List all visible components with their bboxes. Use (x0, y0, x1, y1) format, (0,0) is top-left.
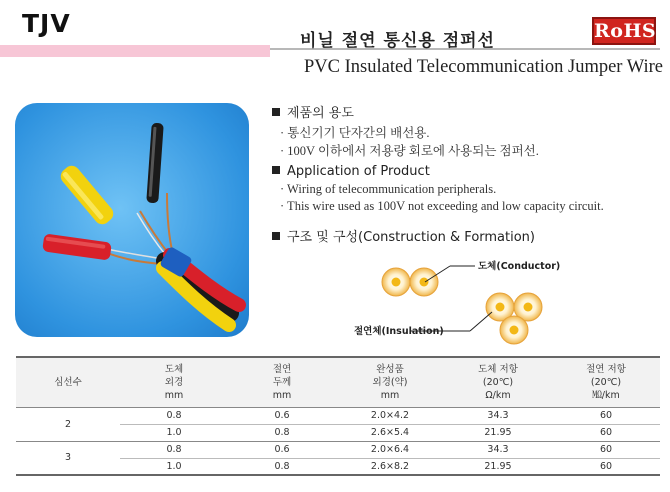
cross-section-diagram (340, 250, 620, 360)
square-bullet-icon (272, 108, 280, 116)
usage-en-bullet: · This wire used as 100V not exceeding and low capacity circuit. (280, 199, 604, 213)
table-row (16, 407, 660, 424)
table-cell: 1.0 (120, 458, 228, 475)
product-photo (15, 103, 249, 337)
spec-table (16, 356, 660, 476)
header-accent-bar (0, 45, 270, 57)
rohs-badge: RoHS (592, 17, 656, 45)
table-row (16, 441, 660, 458)
three-core-section (486, 293, 542, 344)
table-cell: 34.3 (444, 441, 552, 458)
table-cell: 0.8 (228, 458, 336, 475)
construction-heading: 구조 및 구성(Construction & Formation) (272, 226, 535, 245)
col-header-insulation-thickness: 절연 두께 mm (228, 357, 336, 407)
usage-en-bullet: · Wiring of telecommunication peripherals. (280, 182, 497, 196)
title-english: PVC Insulated Telecommunication Jumper Wire (304, 57, 663, 77)
usage-kr-heading: 제품의 용도 (272, 102, 354, 121)
table-cell: 34.3 (444, 407, 552, 424)
table-cell: 60 (552, 424, 660, 441)
table-cell: 60 (552, 407, 660, 424)
table-cell: 2.6×8.2 (336, 458, 444, 475)
square-bullet-icon (272, 232, 280, 240)
usage-en-heading: Application of Product (272, 164, 430, 179)
square-bullet-icon (272, 166, 280, 174)
col-header-overall-dia: 완성품 외경(약) mm (336, 357, 444, 407)
table-cell: 60 (552, 458, 660, 475)
table-cell: 0.8 (120, 407, 228, 424)
table-cell: 2.0×4.2 (336, 407, 444, 424)
insulation-label: 절연체(Insulation) (354, 326, 444, 337)
table-cell: 21.95 (444, 458, 552, 475)
col-header-conductor-resistance: 도체 저항 (20℃) Ω/km (444, 357, 552, 407)
product-code: TJV (22, 9, 71, 38)
table-cell: 21.95 (444, 424, 552, 441)
col-header-cores: 심선수 (16, 357, 120, 407)
table-cell: 60 (552, 441, 660, 458)
two-core-section (382, 268, 438, 296)
col-header-conductor-dia: 도체 외경 mm (120, 357, 228, 407)
usage-kr-bullet: · 통신기기 단자간의 배선용. (280, 126, 430, 140)
cores-cell: 2 (16, 407, 120, 441)
conductor-label: 도체(Conductor) (478, 261, 561, 272)
table-header-row (16, 357, 660, 407)
title-korean: 비닐 절연 통신용 점퍼선 (300, 31, 495, 51)
jumper-wire-illustration (15, 103, 249, 337)
cores-cell: 3 (16, 441, 120, 475)
table-cell: 2.6×5.4 (336, 424, 444, 441)
table-cell: 1.0 (120, 424, 228, 441)
table-cell: 0.8 (120, 441, 228, 458)
table-cell: 2.0×6.4 (336, 441, 444, 458)
table-cell: 0.6 (228, 407, 336, 424)
usage-kr-bullet: · 100V 이하에서 저용량 회로에 사용되는 점퍼선. (280, 144, 539, 158)
table-cell: 0.8 (228, 424, 336, 441)
col-header-insulation-resistance: 절연 저항 (20℃) ㏁/km (552, 357, 660, 407)
table-cell: 0.6 (228, 441, 336, 458)
